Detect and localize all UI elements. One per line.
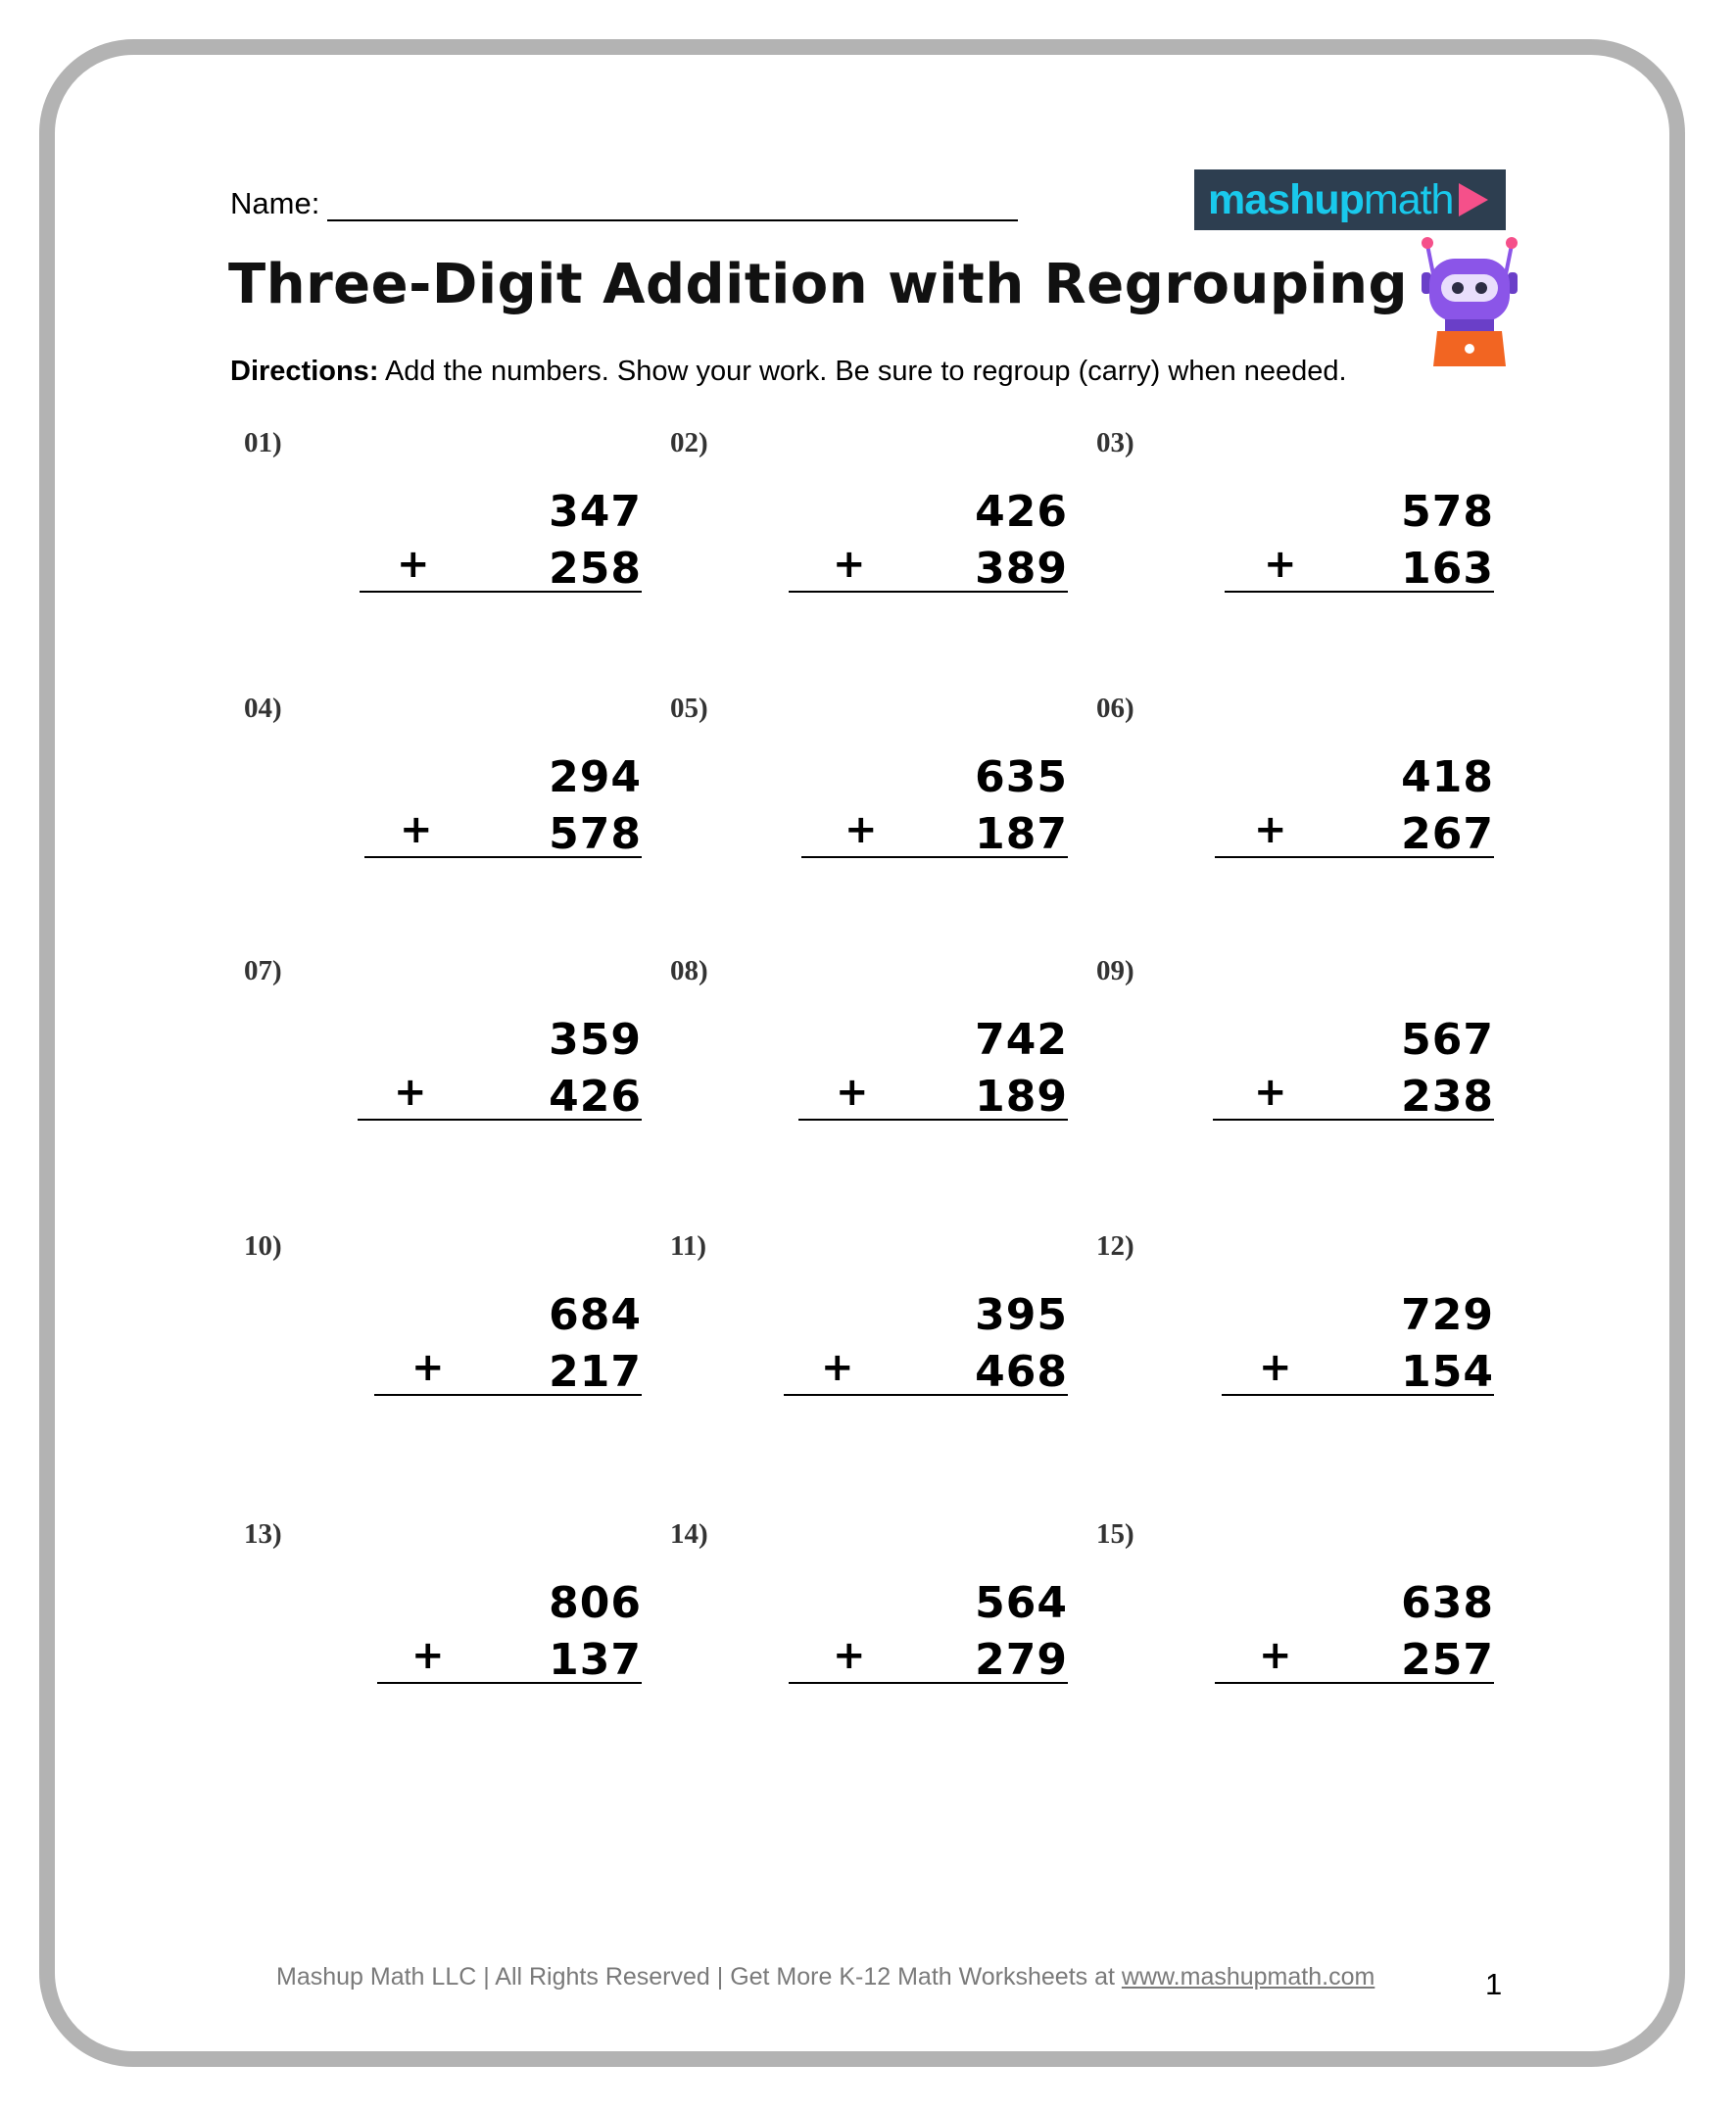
- addend-top: 359: [549, 1015, 642, 1065]
- plus-sign: +: [400, 807, 433, 852]
- addend-bottom: 258: [549, 544, 642, 594]
- problem-4: [230, 693, 642, 888]
- footer-text: Mashup Math LLC | All Rights Reserved | Get More K-12 Math Worksheets at: [276, 1963, 1122, 1991]
- answer-line[interactable]: [789, 1682, 1068, 1684]
- problem-number: 15): [1096, 1518, 1134, 1550]
- addend-top: 638: [1401, 1578, 1494, 1628]
- answer-line[interactable]: [360, 591, 642, 593]
- addend-top: 742: [975, 1015, 1068, 1065]
- problem-number: 10): [244, 1230, 282, 1262]
- plus-sign: +: [821, 1345, 854, 1390]
- problem-number: 08): [670, 955, 708, 986]
- play-icon: [1459, 183, 1488, 216]
- answer-line[interactable]: [1215, 1682, 1494, 1684]
- addend-bottom: 468: [975, 1347, 1068, 1397]
- addend-top: 294: [549, 752, 642, 802]
- problem-9: [1083, 955, 1494, 1151]
- addend-bottom: 189: [975, 1072, 1068, 1122]
- logo-text-mashup: mashup: [1208, 175, 1364, 223]
- answer-line[interactable]: [789, 591, 1068, 593]
- problem-2: [656, 427, 1068, 623]
- addend-bottom: 238: [1401, 1072, 1494, 1122]
- problem-10: [230, 1230, 642, 1426]
- problem-number: 07): [244, 955, 282, 986]
- addend-bottom: 163: [1401, 544, 1494, 594]
- name-label: Name:: [230, 186, 320, 220]
- problem-number: 01): [244, 427, 282, 458]
- plus-sign: +: [836, 1070, 869, 1115]
- addend-bottom: 187: [975, 809, 1068, 859]
- addend-bottom: 578: [549, 809, 642, 859]
- addend-bottom: 426: [549, 1072, 642, 1122]
- addend-bottom: 279: [975, 1635, 1068, 1685]
- page-title: Three-Digit Addition with Regrouping: [228, 253, 1409, 316]
- problem-number: 14): [670, 1518, 708, 1550]
- logo-text-math: math: [1363, 175, 1454, 223]
- addend-top: 395: [975, 1290, 1068, 1340]
- plus-sign: +: [411, 1345, 445, 1390]
- answer-line[interactable]: [364, 856, 642, 858]
- addend-top: 418: [1401, 752, 1494, 802]
- footer: [276, 1963, 1374, 1991]
- addend-top: 635: [975, 752, 1068, 802]
- plus-sign: +: [397, 542, 430, 587]
- plus-sign: +: [844, 807, 878, 852]
- plus-sign: +: [1254, 1070, 1287, 1115]
- problem-11: [656, 1230, 1068, 1426]
- answer-line[interactable]: [1222, 1394, 1494, 1396]
- problem-number: 03): [1096, 427, 1134, 458]
- addend-bottom: 267: [1401, 809, 1494, 859]
- name-line[interactable]: [327, 188, 1018, 221]
- answer-line[interactable]: [801, 856, 1068, 858]
- problem-number: 13): [244, 1518, 282, 1550]
- footer-link[interactable]: www.mashupmath.com: [1121, 1963, 1375, 1991]
- problem-number: 09): [1096, 955, 1134, 986]
- problem-number: 02): [670, 427, 708, 458]
- plus-sign: +: [1259, 1345, 1292, 1390]
- answer-line[interactable]: [358, 1119, 642, 1121]
- problem-3: [1083, 427, 1494, 623]
- problem-7: [230, 955, 642, 1151]
- answer-line[interactable]: [377, 1682, 642, 1684]
- plus-sign: +: [1259, 1633, 1292, 1678]
- addend-top: 347: [549, 487, 642, 537]
- addend-bottom: 137: [549, 1635, 642, 1685]
- addend-top: 564: [975, 1578, 1068, 1628]
- addend-bottom: 257: [1401, 1635, 1494, 1685]
- plus-sign: +: [833, 542, 866, 587]
- problem-1: [230, 427, 642, 623]
- problem-8: [656, 955, 1068, 1151]
- answer-line[interactable]: [798, 1119, 1068, 1121]
- addend-bottom: 154: [1401, 1347, 1494, 1397]
- answer-line[interactable]: [1225, 591, 1494, 593]
- problem-5: [656, 693, 1068, 888]
- problem-number: 12): [1096, 1230, 1134, 1262]
- addend-top: 426: [975, 487, 1068, 537]
- problem-14: [656, 1518, 1068, 1714]
- directions: [230, 356, 1347, 388]
- plus-sign: +: [411, 1633, 445, 1678]
- plus-sign: +: [833, 1633, 866, 1678]
- addend-bottom: 389: [975, 544, 1068, 594]
- plus-sign: +: [394, 1070, 427, 1115]
- answer-line[interactable]: [784, 1394, 1068, 1396]
- problem-13: [230, 1518, 642, 1714]
- problem-12: [1083, 1230, 1494, 1426]
- answer-line[interactable]: [374, 1394, 642, 1396]
- page-number: 1: [1485, 1967, 1503, 2001]
- plus-sign: +: [1264, 542, 1297, 587]
- addend-top: 684: [549, 1290, 642, 1340]
- mashupmath-logo: [1194, 169, 1506, 230]
- addend-top: 806: [549, 1578, 642, 1628]
- addend-top: 578: [1401, 487, 1494, 537]
- problem-15: [1083, 1518, 1494, 1714]
- problem-number: 11): [670, 1230, 707, 1262]
- robot-icon: [1416, 237, 1523, 369]
- addend-top: 729: [1401, 1290, 1494, 1340]
- answer-line[interactable]: [1213, 1119, 1494, 1121]
- problem-number: 04): [244, 693, 282, 724]
- problem-6: [1083, 693, 1494, 888]
- problem-number: 06): [1096, 693, 1134, 724]
- addend-bottom: 217: [549, 1347, 642, 1397]
- name-field: [230, 186, 1018, 221]
- addend-top: 567: [1401, 1015, 1494, 1065]
- answer-line[interactable]: [1215, 856, 1494, 858]
- directions-label: Directions:: [230, 356, 379, 387]
- directions-text: Add the numbers. Show your work. Be sure to regroup (carry) when needed.: [378, 356, 1347, 387]
- plus-sign: +: [1254, 807, 1287, 852]
- problem-number: 05): [670, 693, 708, 724]
